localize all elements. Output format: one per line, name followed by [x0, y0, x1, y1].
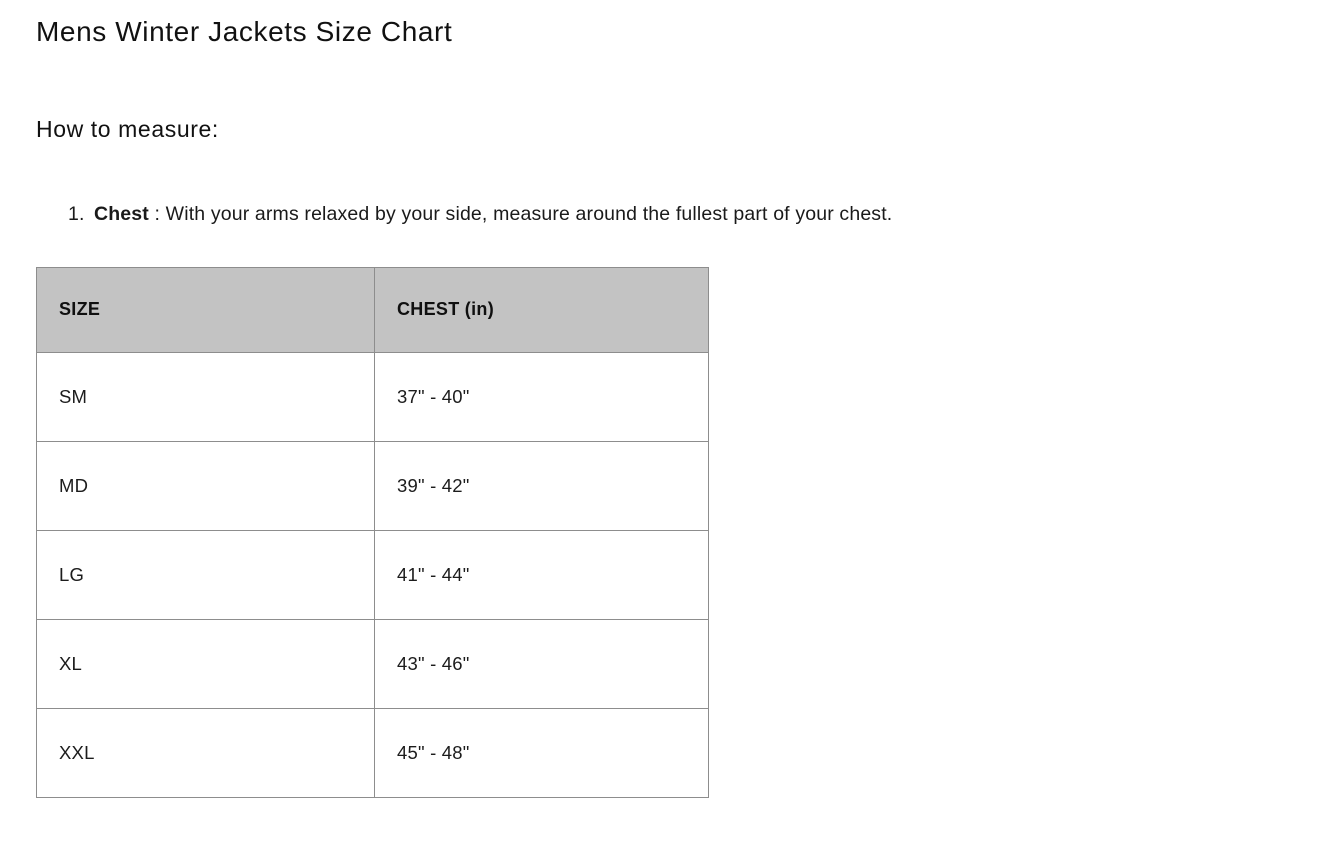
table-head	[37, 267, 709, 352]
column-header-size: SIZE	[37, 267, 375, 352]
list-item	[68, 201, 1326, 228]
table-body	[37, 352, 709, 797]
cell-size: XL	[37, 619, 375, 708]
measure-instructions-list	[36, 201, 1326, 228]
cell-chest: 37" - 40"	[375, 352, 709, 441]
list-item-marker: 1.	[68, 203, 85, 226]
cell-chest: 41" - 44"	[375, 530, 709, 619]
cell-chest: 43" - 46"	[375, 619, 709, 708]
cell-size: SM	[37, 352, 375, 441]
table-row	[37, 708, 709, 797]
cell-size: MD	[37, 441, 375, 530]
cell-size: LG	[37, 530, 375, 619]
cell-size: XXL	[37, 708, 375, 797]
table-row	[37, 619, 709, 708]
table-row	[37, 530, 709, 619]
table-row	[37, 352, 709, 441]
list-item-label: Chest	[94, 203, 149, 226]
document-page	[0, 14, 1326, 798]
table-header-row	[37, 267, 709, 352]
column-header-chest: CHEST (in)	[375, 267, 709, 352]
cell-chest: 45" - 48"	[375, 708, 709, 797]
how-to-measure-heading: How to measure:	[36, 116, 219, 143]
table-row	[37, 441, 709, 530]
list-item-text: : With your arms relaxed by your side, measure around the fullest part of your chest.	[154, 203, 893, 226]
size-chart-table	[36, 267, 709, 798]
page-title: Mens Winter Jackets Size Chart	[36, 16, 453, 47]
cell-chest: 39" - 42"	[375, 441, 709, 530]
